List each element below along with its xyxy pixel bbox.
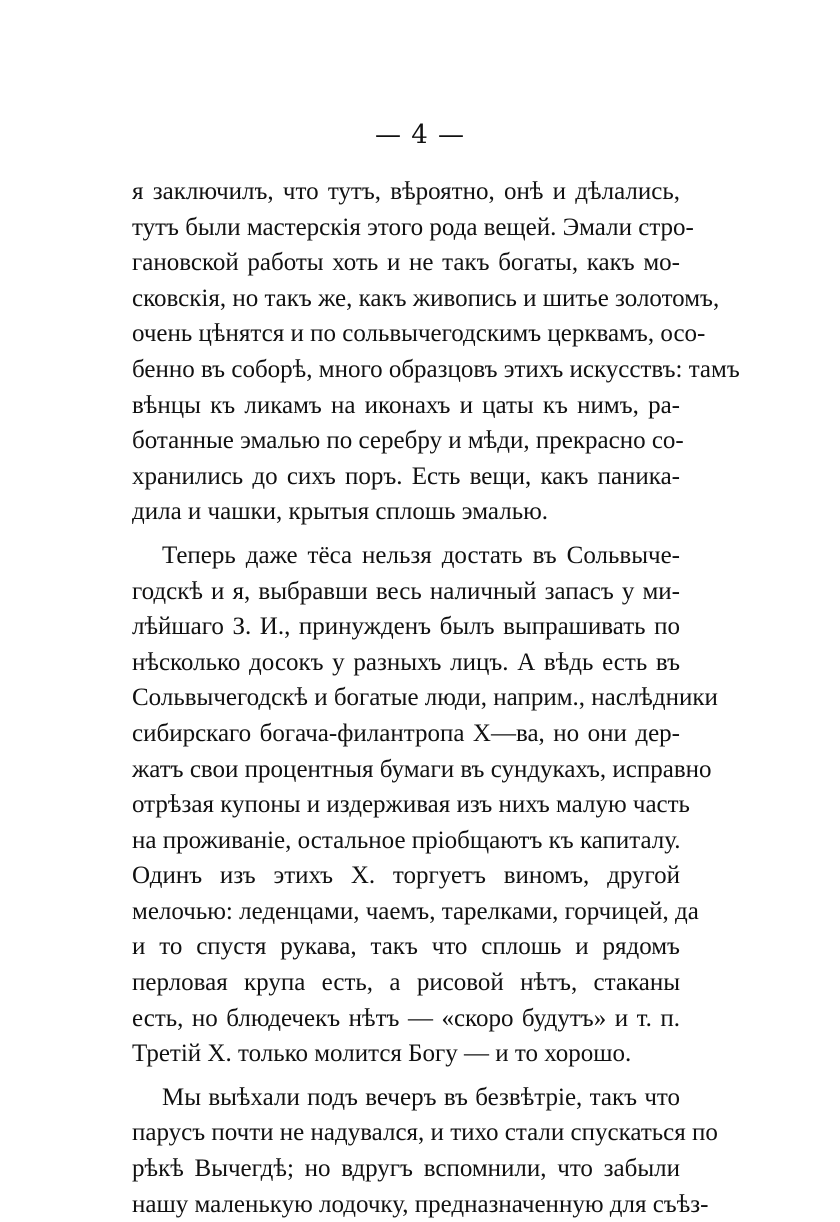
text-line: ботанные эмалью по серебру и мѣди, прекрасно со- xyxy=(132,427,684,455)
text-line: жатъ свои процентныя бумаги въ сундукахъ, исправно xyxy=(132,755,712,783)
paragraph-gap xyxy=(132,1072,680,1080)
paragraph xyxy=(132,538,718,1072)
text-line: я заключилъ, что тутъ, вѣроятно, онѣ и дѣлались, xyxy=(132,178,680,205)
text-line: отрѣзая купоны и издерживая изъ нихъ малую часть xyxy=(132,791,690,819)
text-line: мелочью: леденцами, чаемъ, тарелками, горчицей, да xyxy=(132,897,699,925)
paragraph xyxy=(132,174,740,530)
paragraph xyxy=(132,1080,718,1222)
text-line: нѣсколько досокъ у разныхъ лицъ. А вѣдь есть въ xyxy=(132,648,680,676)
text-line: рѣкѣ Вычегдѣ; но вдругъ вспомнили, что забыли xyxy=(132,1155,680,1183)
text-line: лѣйшаго З. И., принужденъ былъ выпрашивать по xyxy=(132,613,680,641)
text-line: парусъ почти не надувался, и тихо стали спускаться по xyxy=(132,1119,718,1147)
text-line: и то спустя рукава, такъ что сплошь и рядомъ xyxy=(132,933,680,961)
text-line: нашу маленькую лодочку, предназначенную для съѣз- xyxy=(132,1190,709,1218)
text-line: перловая крупа есть, а рисовой нѣтъ, стаканы xyxy=(132,969,680,997)
text-line: Теперь даже тёса нельзя достать въ Сольвыче- xyxy=(162,541,680,569)
paragraph-gap xyxy=(132,530,680,538)
text-line: Сольвычегодскѣ и богатые люди, наприм., наслѣдники xyxy=(132,684,718,712)
text-line: сковскія, но такъ же, какъ живопись и шитье золотомъ, xyxy=(132,284,720,312)
text-line: Одинъ изъ этихъ Х. торгуетъ виномъ, другой xyxy=(132,862,680,890)
page-number: — 4 — xyxy=(374,120,466,150)
text-line: хранились до сихъ поръ. Есть вещи, какъ паника- xyxy=(132,462,680,490)
text-line: на проживаніе, остальное пріобщаютъ къ капиталу. xyxy=(132,826,681,854)
text-line: очень цѣнятся и по сольвычегодскимъ церквамъ, осо- xyxy=(132,320,706,348)
text-line: дила и чашки, крытыя сплошь эмалью. xyxy=(132,498,549,526)
text-line: тутъ были мастерскія этого рода вещей. Эмали стро- xyxy=(132,213,694,241)
text-line: есть, но блюдечекъ нѣтъ — «скоро будутъ» и т. п. xyxy=(132,1004,680,1032)
text-line: вѣнцы къ ликамъ на иконахъ и цаты къ нимъ, ра- xyxy=(132,391,680,419)
text-line: гановской работы хоть и не такъ богаты, какъ мо- xyxy=(132,249,680,277)
text-line: сибирскаго богача-филантропа Х—ва, но они дер- xyxy=(132,719,680,747)
body-text xyxy=(132,174,740,1222)
text-line: годскѣ и я, выбравши весь наличный запасъ у ми- xyxy=(132,577,680,605)
text-line: Третій Х. только молится Богу — и то хорошо. xyxy=(132,1040,632,1068)
text-line: Мы выѣхали подъ вечеръ въ безвѣтріе, такъ что xyxy=(162,1083,680,1111)
text-line: бенно въ соборѣ, много образцовъ этихъ искусствъ: тамъ xyxy=(132,355,740,383)
